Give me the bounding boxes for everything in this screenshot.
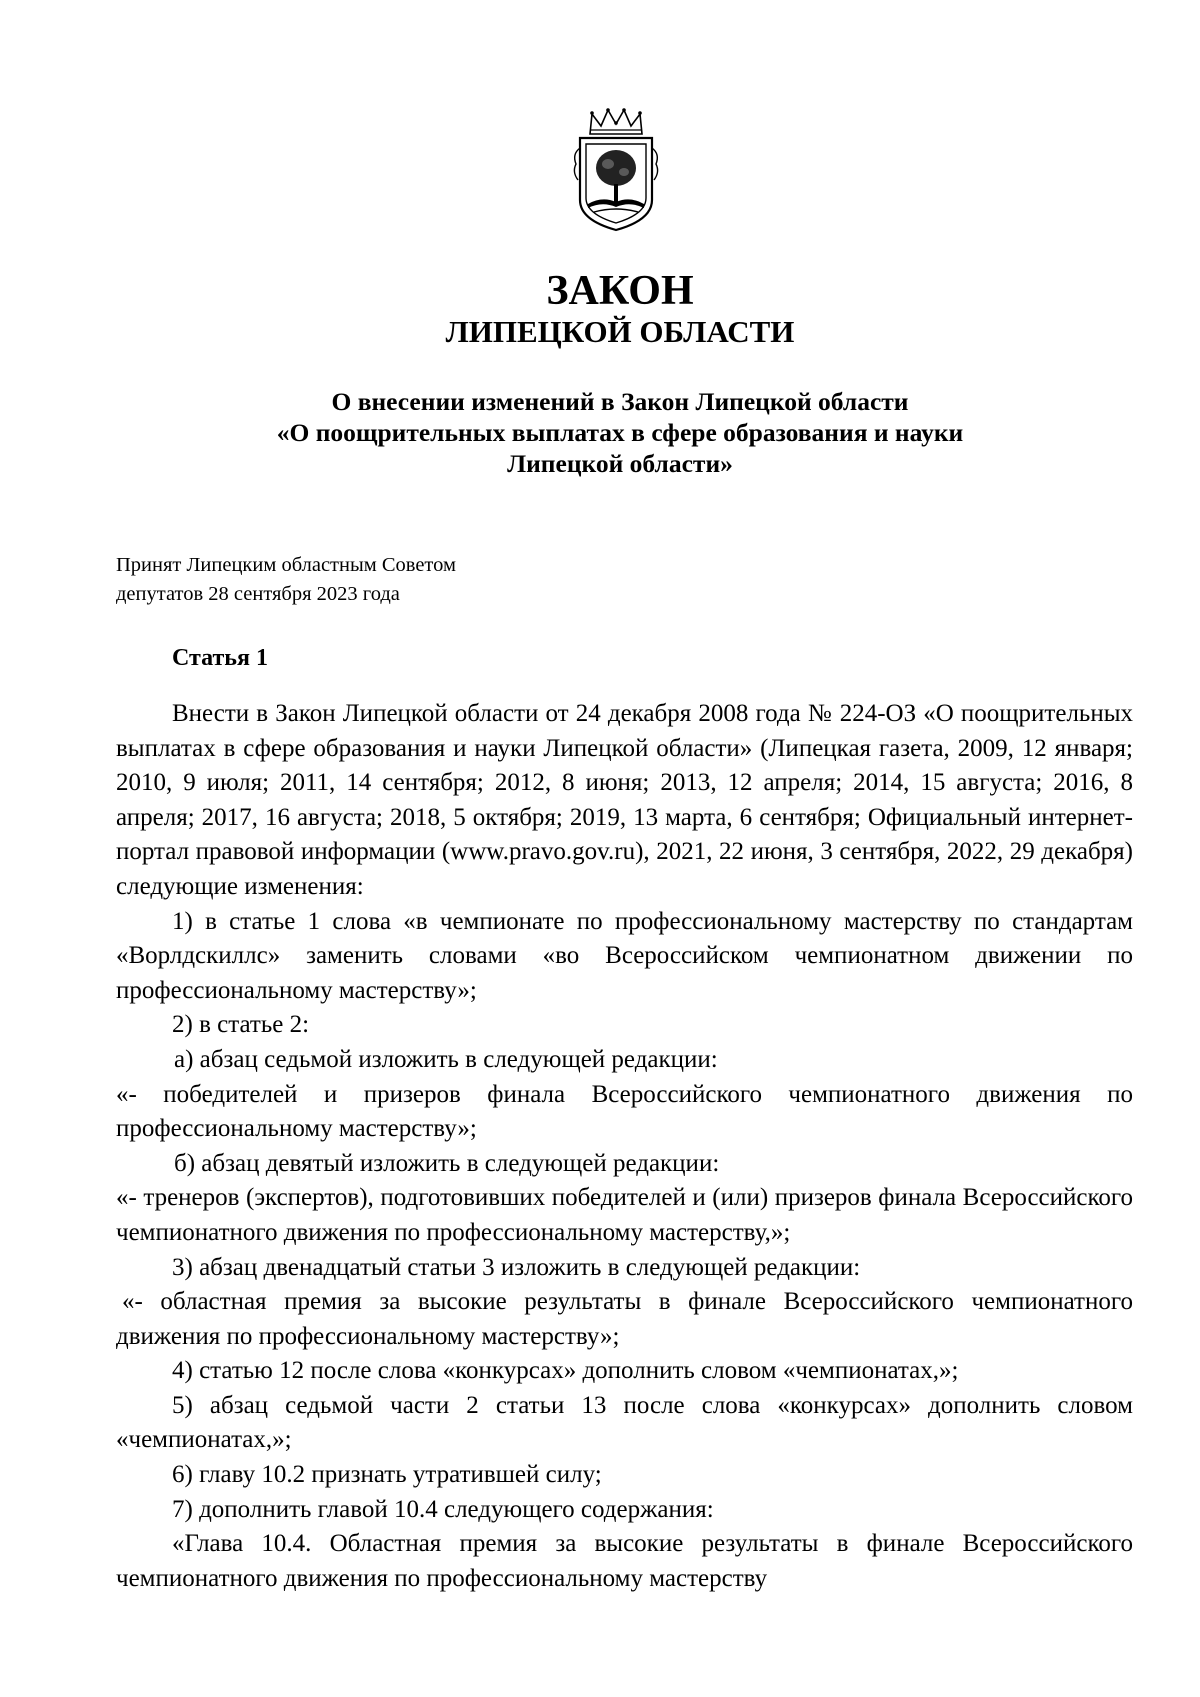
amendment-item: 5) абзац седьмой части 2 статьи 13 после слова «конкурсах» дополнить словом «чемпионатах,»; xyxy=(116,1391,1133,1454)
article-heading: Статья 1 xyxy=(172,645,268,671)
amendment-text: «- победителей и призеров финала Всероссийского чемпионатного движения по профессиональному мастерству»; xyxy=(116,1080,1133,1143)
amendment-text: «- тренеров (экспертов), подготовивших победителей и (или) призеров финала Всероссийского чемпионатного движения по профессиональному мастерству,»; xyxy=(116,1184,1133,1246)
amendment-text: «- областная премия за высокие результаты в финале Всероссийского чемпионатного движения по профессиональному мастерству»; xyxy=(116,1288,1133,1350)
amendment-item: 7) дополнить главой 10.4 следующего содержания: xyxy=(172,1495,714,1523)
amendment-item: 2) в статье 2: xyxy=(172,1011,310,1039)
subtitle-line: «О поощрительных выплатах в сфере образования и науки xyxy=(276,418,964,447)
adoption-note xyxy=(116,551,456,609)
subtitle-line: Липецкой области» xyxy=(507,449,733,478)
law-title: ЗАКОН xyxy=(546,268,694,314)
amendment-item: 4) статью 12 после слова «конкурсах» дополнить словом «чемпионатах,»; xyxy=(172,1357,959,1385)
article-intro: Внести в Закон Липецкой области от 24 декабря 2008 года № 224-ОЗ «О поощрительных выплатах в сфере образования и науки Липецкой области» (Липецкая газета, 2009, 12 января; 2010, 9 июля; 2011, 14 сентября; 2012, 8 июня; 2013, 12 апреля; 2014, 15 августа; 2016, 8 апреля; 2017, 16 августа; 2018, 5 октября; 2019, 13 марта, 6 сентября; Официальный интернет-портал правовой информации (www.pravo.gov.ru), 2021, 22 июня, 3 сентября, 2022, 29 декабря) следующие изменения: xyxy=(116,700,1133,900)
amendment-subitem: б) абзац девятый изложить в следующей редакции: xyxy=(174,1149,720,1177)
coat-of-arms-icon xyxy=(568,108,664,232)
adoption-line: депутатов 28 сентября 2023 года xyxy=(116,583,400,605)
adoption-line: Принят Липецким областным Советом xyxy=(116,554,456,576)
law-region: ЛИПЕЦКОЙ ОБЛАСТИ xyxy=(445,314,795,349)
chapter-title: «Глава 10.4. Областная премия за высокие результаты в финале Всероссийского чемпионатного движения по профессиональному мастерству xyxy=(116,1530,1133,1592)
subtitle-line: О внесении изменений в Закон Липецкой области xyxy=(331,387,909,416)
law-subtitle xyxy=(0,386,1200,479)
amendment-item: 6) главу 10.2 признать утратившей силу; xyxy=(172,1461,602,1489)
amendment-subitem: а) абзац седьмой изложить в следующей редакции: xyxy=(174,1045,718,1073)
article-body xyxy=(116,697,1133,1596)
amendment-item: 1) в статье 1 слова «в чемпионате по профессиональному мастерству по стандартам «Ворлдскиллс» заменить словами «во Всероссийском чемпионатном движении по профессиональному мастерству»; xyxy=(116,907,1133,1004)
amendment-item: 3) абзац двенадцатый статьи 3 изложить в следующей редакции: xyxy=(172,1253,861,1281)
